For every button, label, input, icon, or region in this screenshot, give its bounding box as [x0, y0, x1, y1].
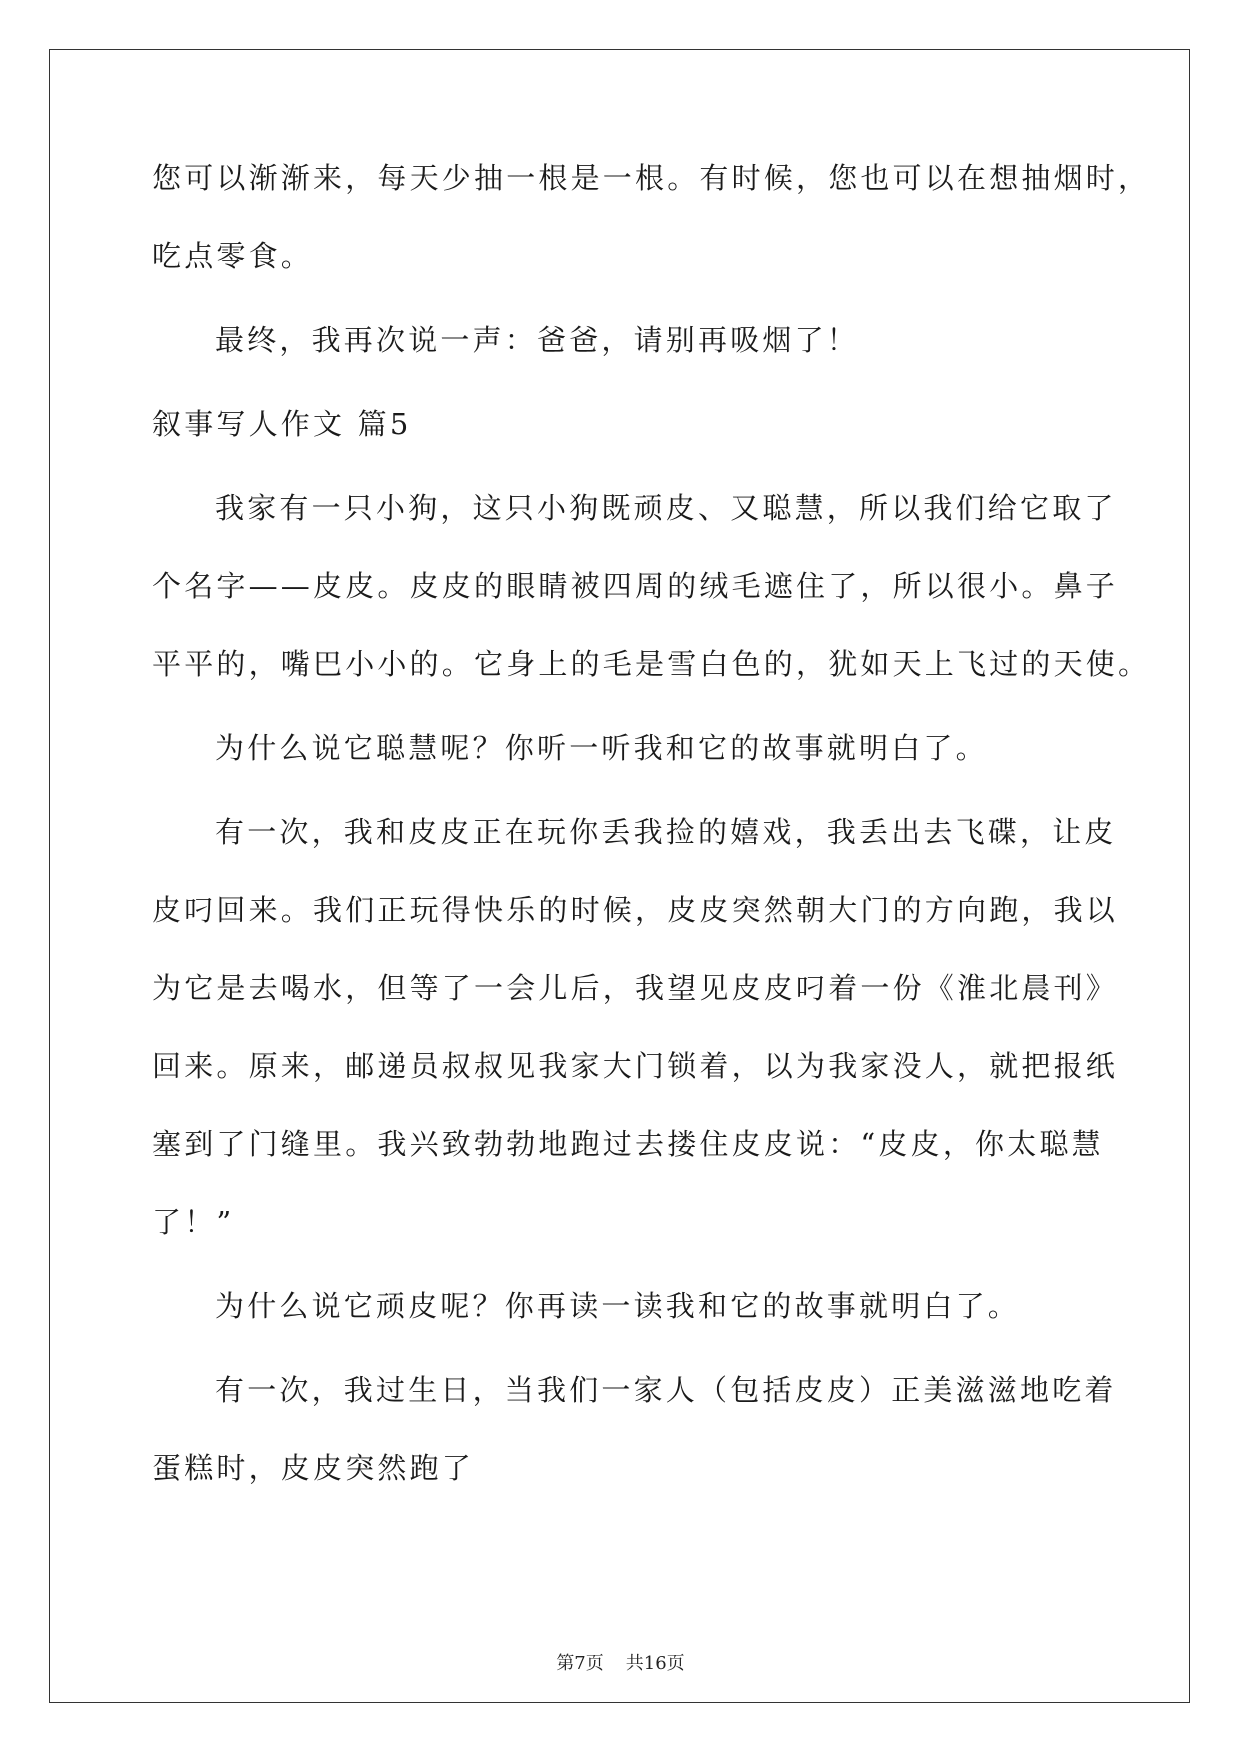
section-heading: 叙事写人作文 篇5: [152, 407, 412, 441]
paragraph-line: 皮叼回来。我们正玩得快乐的时候，皮皮突然朝大门的方向跑，我以: [152, 893, 1119, 927]
paragraph-line: 平平的，嘴巴小小的。它身上的毛是雪白色的，犹如天上飞过的天使。: [152, 647, 1151, 681]
paragraph-line: 有一次，我过生日，当我们一家人（包括皮皮）正美滋滋地吃着: [215, 1373, 1117, 1407]
paragraph-line: 塞到了门缝里。我兴致勃勃地跑过去搂住皮皮说：“皮皮，你太聪慧: [152, 1127, 1104, 1161]
paragraph-line: 有一次，我和皮皮正在玩你丢我捡的嬉戏，我丢出去飞碟，让皮: [215, 815, 1117, 849]
paragraph-line: 蛋糕时，皮皮突然跑了: [152, 1451, 475, 1485]
paragraph-line: 我家有一只小狗，这只小狗既顽皮、又聪慧，所以我们给它取了: [215, 491, 1117, 525]
total-pages: 共16页: [625, 1653, 685, 1674]
paragraph-line: 回来。原来，邮递员叔叔见我家大门锁着，以为我家没人，就把报纸: [152, 1049, 1119, 1083]
paragraph-line: 为什么说它顽皮呢？你再读一读我和它的故事就明白了。: [215, 1289, 1021, 1323]
paragraph-line: 个名字——皮皮。皮皮的眼睛被四周的绒毛遮住了，所以很小。鼻子: [152, 569, 1119, 603]
paragraph-line: 为什么说它聪慧呢？你听一听我和它的故事就明白了。: [215, 731, 988, 765]
paragraph-line: 吃点零食。: [152, 239, 314, 273]
page-number: 第7页: [556, 1653, 604, 1674]
paragraph-line: 了！”: [152, 1205, 235, 1239]
paragraph-line: 您可以渐渐来，每天少抽一根是一根。有时候，您也可以在想抽烟时，: [152, 161, 1151, 195]
paragraph-line: 为它是去喝水，但等了一会儿后，我望见皮皮叼着一份《淮北晨刊》: [152, 971, 1119, 1005]
page-footer: [0, 1652, 1241, 1676]
paragraph-line: 最终，我再次说一声：爸爸，请别再吸烟了！: [215, 323, 860, 357]
